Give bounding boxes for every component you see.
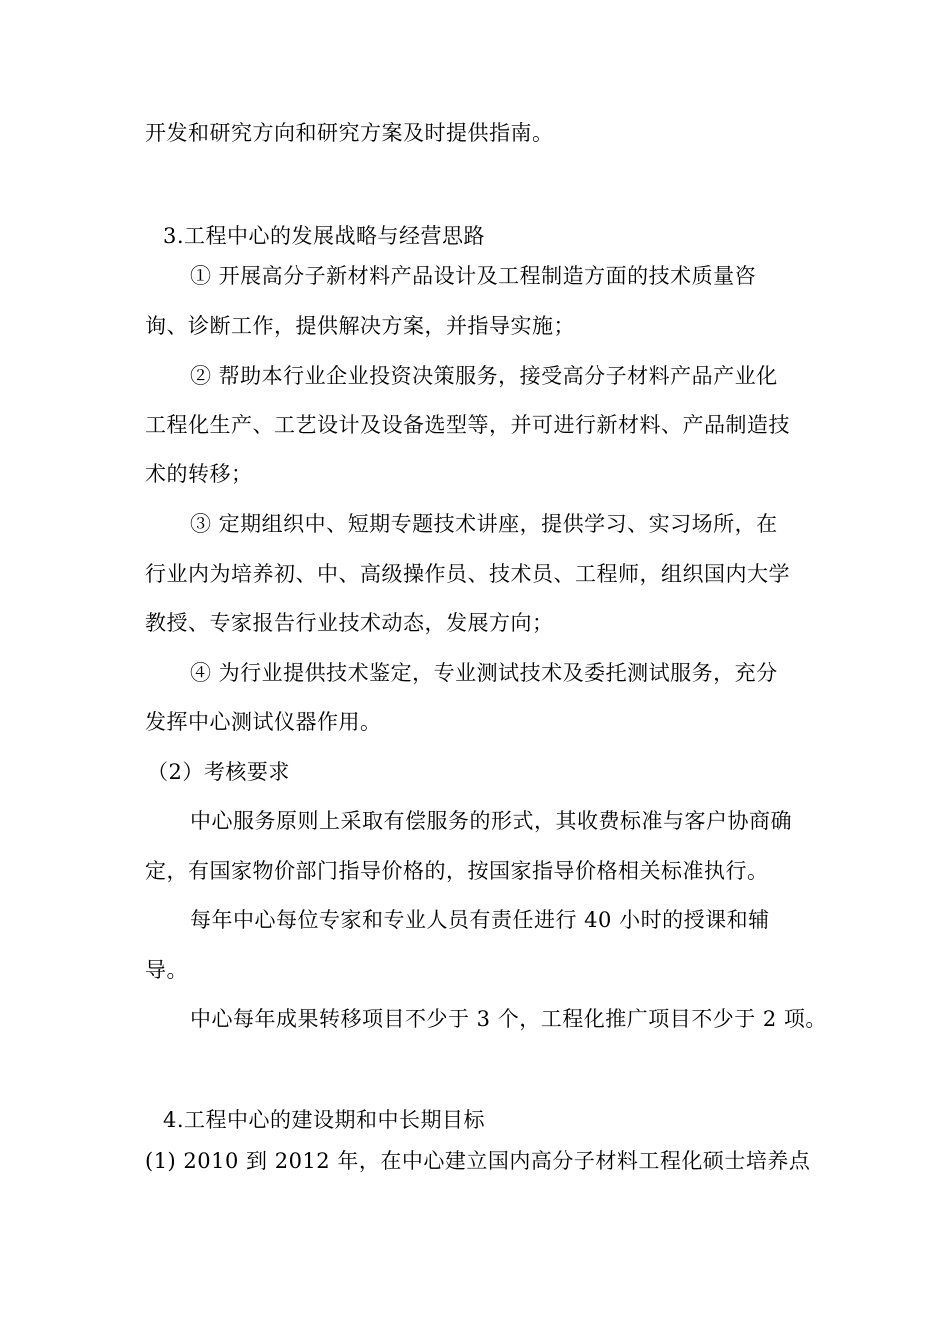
list-item-3-line-1: ③ 定期组织中、短期专题技术讲座，提供学习、实习场所，在 [190,512,778,536]
paragraph-2-line-1: 每年中心每位专家和专业人员有责任进行 40 小时的授课和辅 [190,908,770,932]
section-heading-3: 3.工程中心的发展战略与经营思路 [163,224,486,248]
paragraph-3: 中心每年成果转移项目不少于 3 个，工程化推广项目不少于 2 项。 [190,1007,827,1031]
list-item-2-line-3: 术的转移； [145,462,253,486]
subsection-heading-2: （2）考核要求 [147,760,290,784]
list-item-4-line-2: 发挥中心测试仪器作用。 [145,710,382,734]
list-item-1-line-2: 询、诊断工作，提供解决方案，并指导实施； [145,314,575,338]
numbered-item-1: (1) 2010 到 2012 年，在中心建立国内高分子材料工程化硕士培养点 [145,1149,811,1173]
paragraph-1-line-2: 定，有国家物价部门指导价格的，按国家指导价格相关标准执行。 [145,859,769,883]
list-item-3-line-2: 行业内为培养初、中、高级操作员、技术员、工程师，组织国内大学 [145,562,790,586]
list-item-3-line-3: 教授、专家报告行业技术动态，发展方向； [145,611,554,635]
list-item-4-line-1: ④ 为行业提供技术鉴定，专业测试技术及委托测试服务，充分 [190,661,778,685]
section-heading-4: 4.工程中心的建设期和中长期目标 [163,1108,486,1132]
list-item-2-line-2: 工程化生产、工艺设计及设备选型等，并可进行新材料、产品制造技 [145,413,790,437]
paragraph-2-line-2: 导。 [145,958,188,982]
paragraph-1-line-1: 中心服务原则上采取有偿服务的形式，其收费标准与客户协商确 [190,809,792,833]
list-item-1-line-1: ① 开展高分子新材料产品设计及工程制造方面的技术质量咨 [190,264,757,288]
paragraph-continuation: 开发和研究方向和研究方案及时提供指南。 [145,121,554,145]
list-item-2-line-1: ② 帮助本行业企业投资决策服务，接受高分子材料产品产业化 [190,364,778,388]
